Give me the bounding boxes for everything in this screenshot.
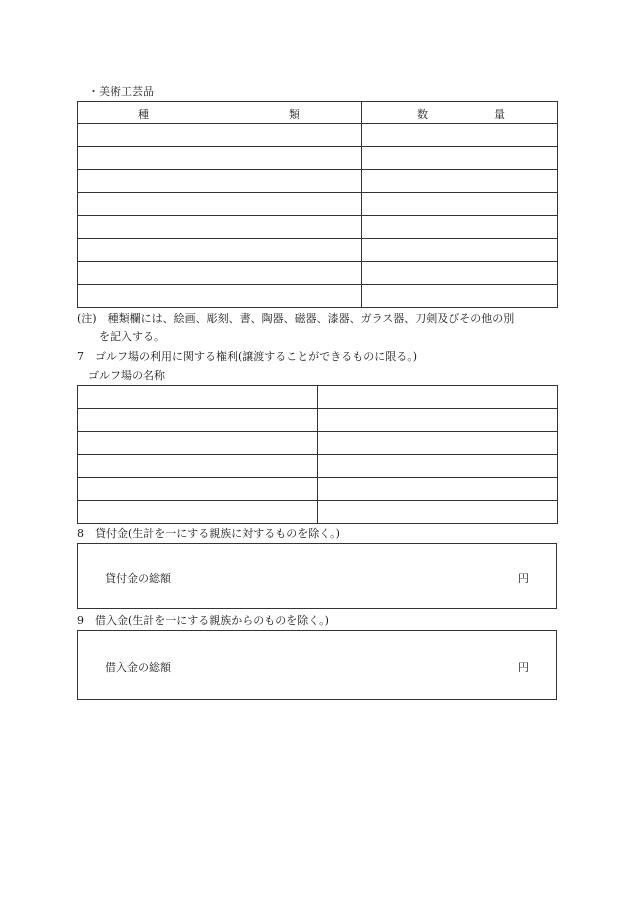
quantity-column-header <box>362 102 558 124</box>
table-row <box>78 501 558 524</box>
golf-name-cell[interactable] <box>78 432 318 455</box>
kind-cell[interactable] <box>78 147 362 170</box>
quantity-header-char-1: 数 <box>417 108 428 121</box>
loan-total-label: 貸付金の総額 <box>105 572 171 585</box>
quantity-cell[interactable] <box>362 147 558 170</box>
table-row <box>78 147 558 170</box>
kind-cell[interactable] <box>78 170 362 193</box>
table-row <box>78 124 558 147</box>
kind-cell[interactable] <box>78 239 362 262</box>
art-table-header-row <box>78 102 558 124</box>
table-row <box>78 409 558 432</box>
art-items-table <box>77 101 558 308</box>
golf-name-cell[interactable] <box>78 386 318 409</box>
table-row <box>78 386 558 409</box>
golf-detail-cell[interactable] <box>318 455 558 478</box>
table-row <box>78 239 558 262</box>
kind-cell[interactable] <box>78 216 362 239</box>
golf-course-name-label: ゴルフ場の名称 <box>88 369 165 382</box>
table-row <box>78 262 558 285</box>
golf-detail-cell[interactable] <box>318 386 558 409</box>
quantity-header-char-2: 量 <box>494 108 505 121</box>
kind-cell[interactable] <box>78 262 362 285</box>
table-row <box>78 478 558 501</box>
table-row <box>78 455 558 478</box>
golf-name-cell[interactable] <box>78 455 318 478</box>
kind-column-header <box>78 102 362 124</box>
kind-cell[interactable] <box>78 124 362 147</box>
kind-cell[interactable] <box>78 285 362 308</box>
loan-section-heading: 8 貸付金(生計を一にする親族に対するものを除く。) <box>77 527 340 540</box>
borrow-total-unit: 円 <box>518 661 529 674</box>
kind-header-char-1: 種 <box>138 108 149 121</box>
table-row <box>78 432 558 455</box>
quantity-cell[interactable] <box>362 262 558 285</box>
art-note-line2: を記入する。 <box>99 330 165 343</box>
art-note-line1: (注) 種類欄には、絵画、彫刻、書、陶器、磁器、漆器、ガラス器、刀剣及びその他の別 <box>77 312 515 325</box>
quantity-cell[interactable] <box>362 124 558 147</box>
table-row <box>78 216 558 239</box>
art-section-heading: ・美術工芸品 <box>88 85 154 98</box>
loan-total-unit: 円 <box>518 572 529 585</box>
golf-detail-cell[interactable] <box>318 432 558 455</box>
golf-section-heading: 7 ゴルフ場の利用に関する権利(譲渡することができるものに限る。) <box>77 350 418 363</box>
golf-rights-table <box>77 385 558 524</box>
quantity-cell[interactable] <box>362 170 558 193</box>
borrow-section-heading: 9 借入金(生計を一にする親族からのものを除く。) <box>77 614 329 627</box>
borrow-total-box <box>77 630 557 700</box>
loan-total-box <box>77 543 557 609</box>
golf-detail-cell[interactable] <box>318 409 558 432</box>
table-row <box>78 170 558 193</box>
borrow-total-label: 借入金の総額 <box>105 661 171 674</box>
golf-name-cell[interactable] <box>78 478 318 501</box>
quantity-cell[interactable] <box>362 216 558 239</box>
golf-name-cell[interactable] <box>78 501 318 524</box>
quantity-cell[interactable] <box>362 285 558 308</box>
quantity-cell[interactable] <box>362 239 558 262</box>
table-row <box>78 193 558 216</box>
golf-name-cell[interactable] <box>78 409 318 432</box>
golf-detail-cell[interactable] <box>318 478 558 501</box>
kind-cell[interactable] <box>78 193 362 216</box>
golf-detail-cell[interactable] <box>318 501 558 524</box>
kind-header-char-2: 類 <box>289 108 300 121</box>
table-row <box>78 285 558 308</box>
quantity-cell[interactable] <box>362 193 558 216</box>
